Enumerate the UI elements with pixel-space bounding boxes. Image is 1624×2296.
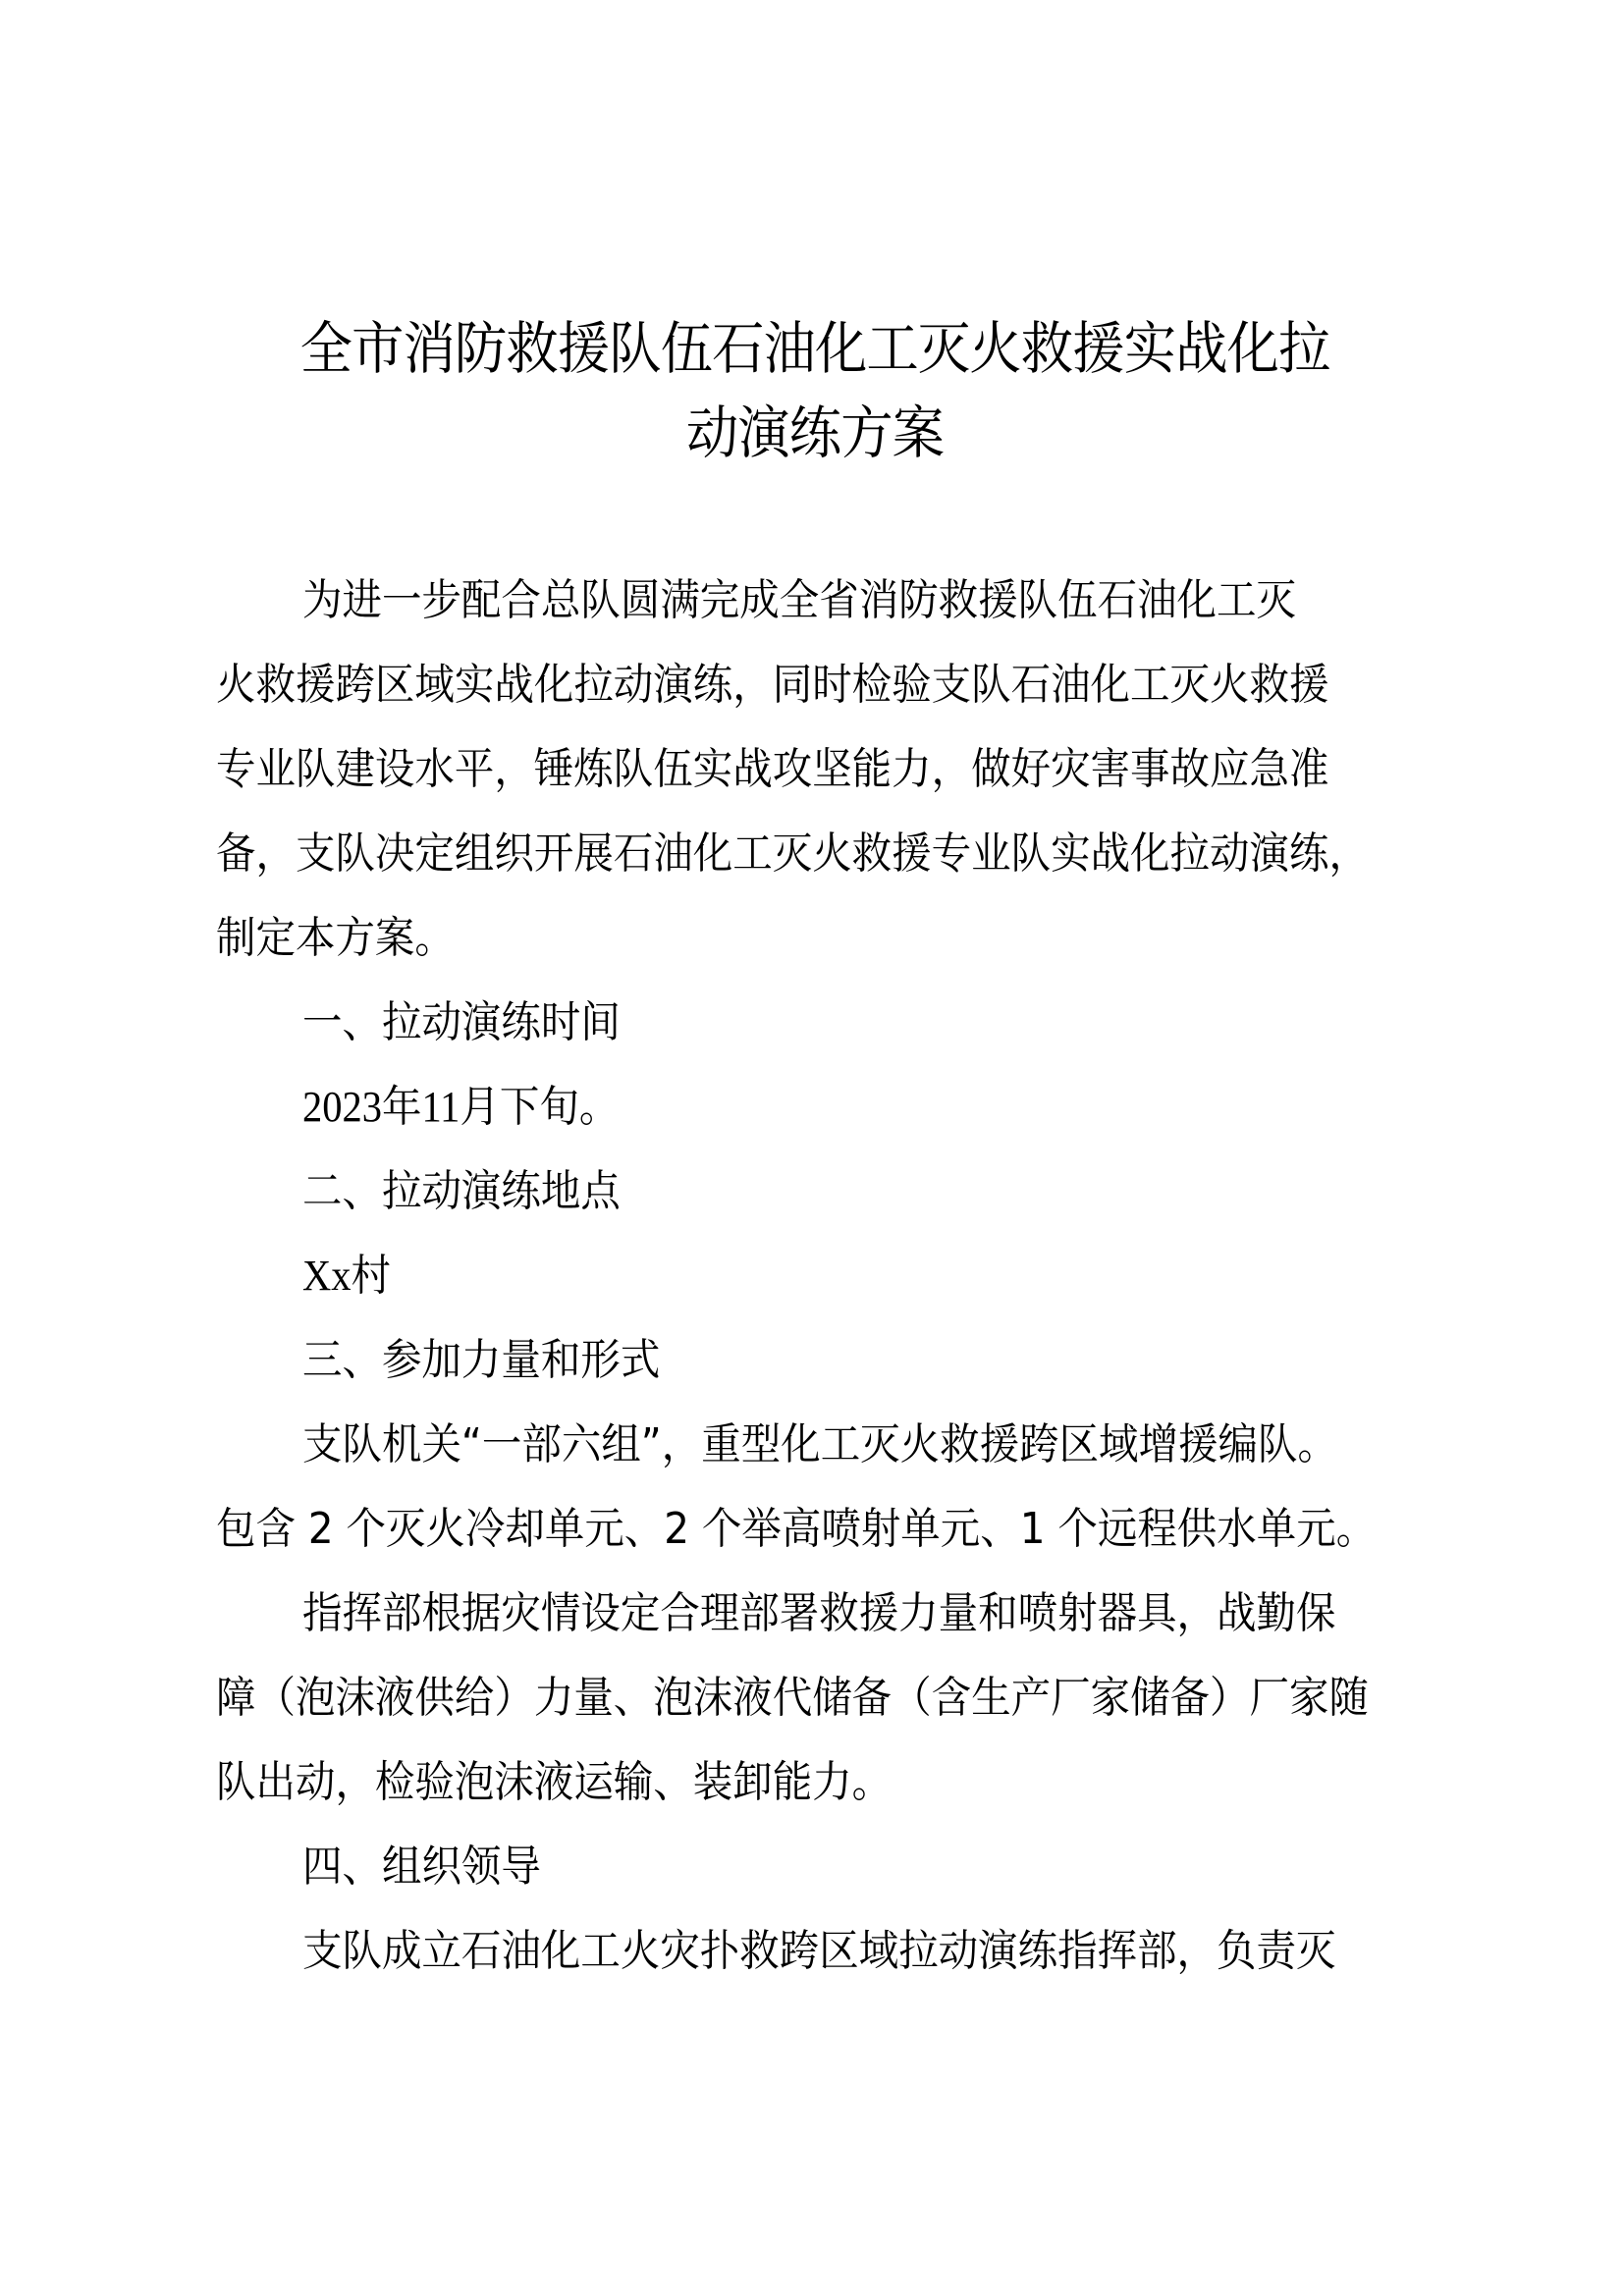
section-forces-line: 包含 2 个灭火冷却单元、2 个举高喷射单元、1 个远程供水单元。 [216,1504,1377,1554]
document-title-line-1: 全市消防救援队伍石油化工灭火救援实战化拉 [299,315,1330,382]
section-time-value: 2023年11月下旬。 [302,1083,620,1131]
section-heading-location: 二、拉动演练地点 [302,1166,621,1216]
section-forces-line: 队出动，检验泡沫液运输、装卸能力。 [216,1757,893,1807]
document-title-line-2: 动演练方案 [685,400,945,466]
intro-paragraph-line: 制定本方案。 [216,913,455,963]
section-leadership-line: 支队成立石油化工火灾扑救跨区域拉动演练指挥部，负责灭 [302,1926,1336,1976]
section-heading-time: 一、拉动演练时间 [302,997,621,1047]
section-forces-line: 障（泡沫液供给）力量、泡沫液代储备（含生产厂家储备）厂家随 [216,1673,1369,1723]
section-heading-forces: 三、参加力量和形式 [302,1335,661,1385]
intro-paragraph-line: 火救援跨区域实战化拉动演练，同时检验支队石油化工灭火救援 [216,660,1329,710]
intro-paragraph-line: 备，支队决定组织开展石油化工灭火救援专业队实战化拉动演练， [216,828,1369,879]
intro-paragraph-line: 专业队建设水平，锤炼队伍实战攻坚能力，做好灾害事故应急准 [216,744,1329,794]
section-forces-line: 指挥部根据灾情设定合理部署救援力量和喷射器具，战勤保 [302,1588,1336,1638]
section-forces-line: 支队机关“一部六组”，重型化工灭火救援跨区域增援编队。 [302,1419,1337,1469]
intro-paragraph-line: 为进一步配合总队圆满完成全省消防救援队伍石油化工灭 [302,575,1296,625]
section-heading-leadership: 四、组织领导 [302,1842,541,1892]
section-location-value: Xx村 [302,1252,391,1300]
